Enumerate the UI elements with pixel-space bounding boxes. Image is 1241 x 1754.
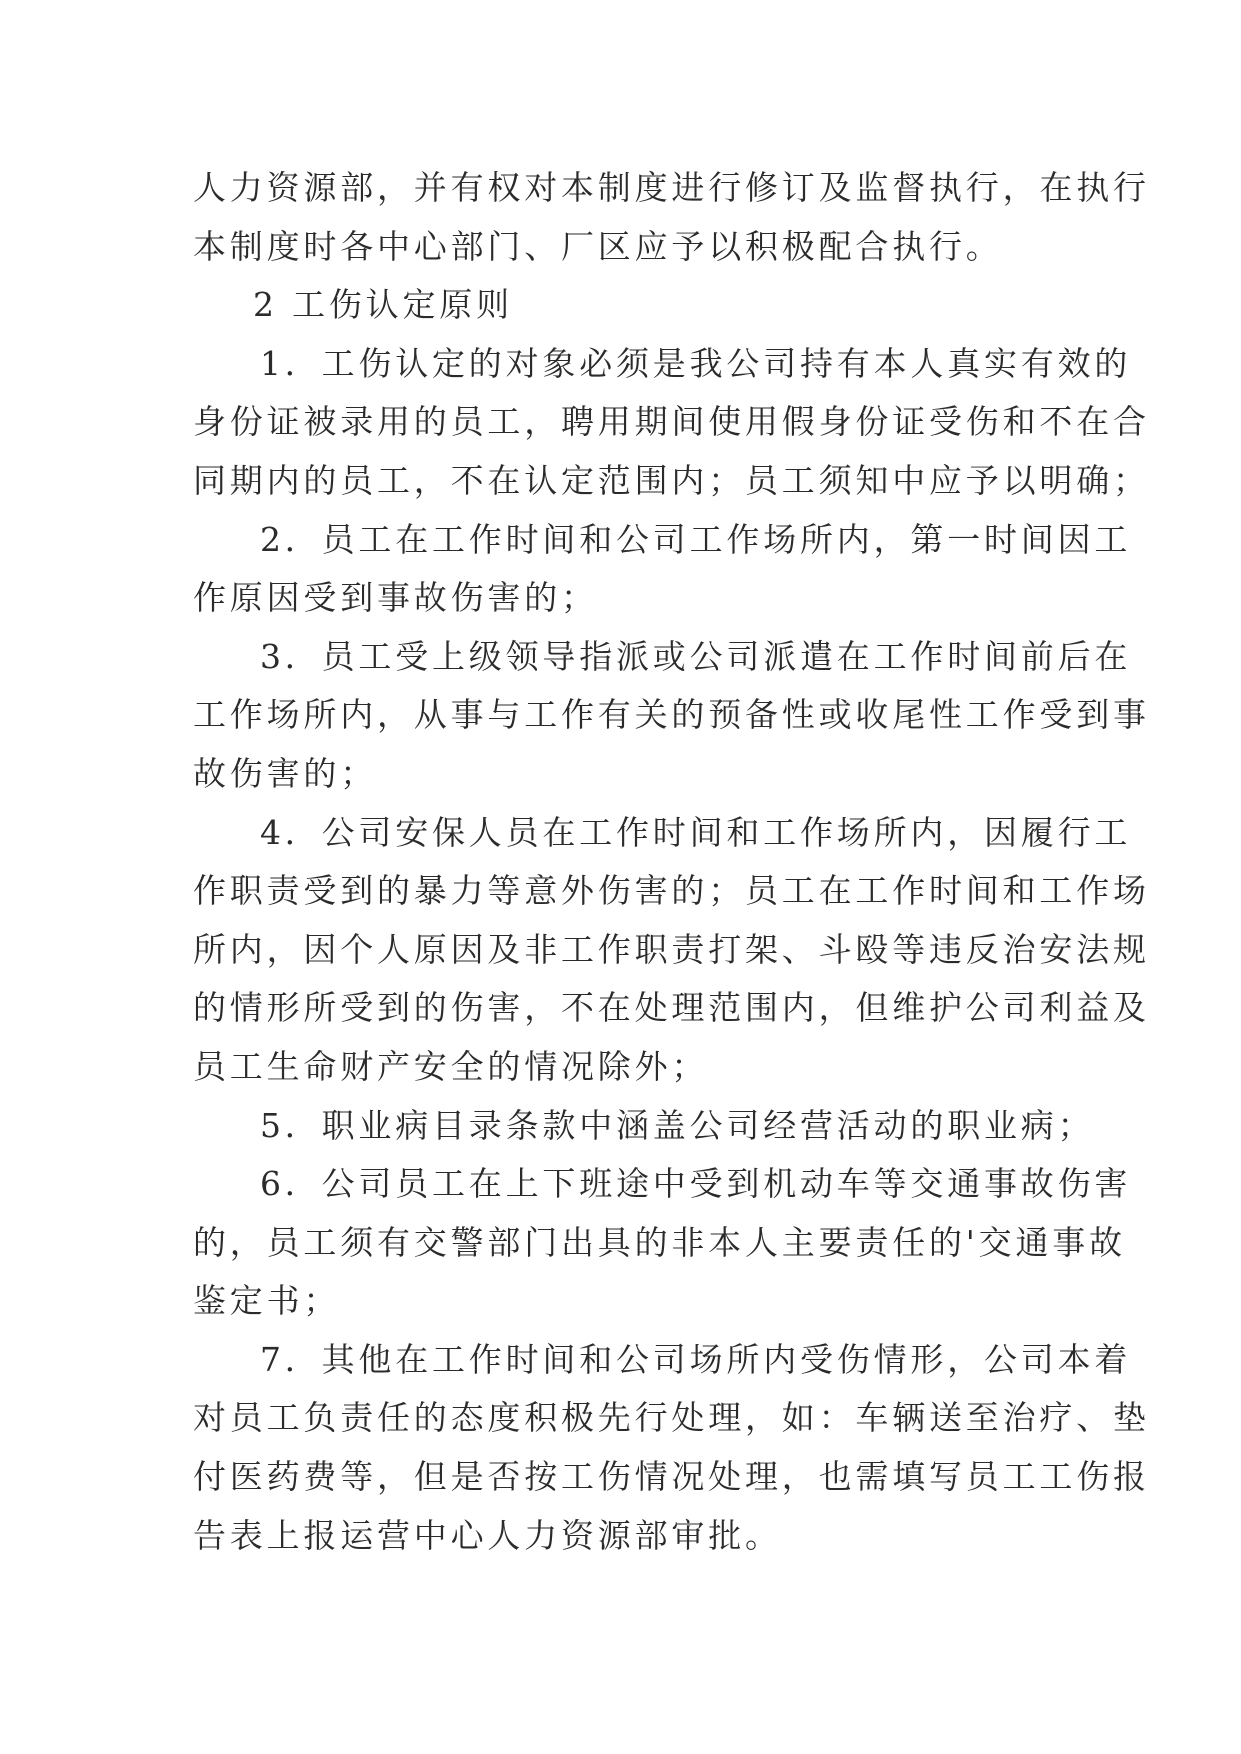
section-heading-text: 2 工伤认定原则 <box>253 285 513 325</box>
paragraph-line: 4．公司安保人员在工作时间和工作场所内，因履行工 <box>260 812 1132 852</box>
paragraph-line: 所内，因个人原因及非工作职责打架、斗殴等违反治安法规 <box>193 929 1150 969</box>
paragraph-intro <box>193 159 1150 276</box>
paragraph-line: 3．员工受上级领导指派或公司派遣在工作时间前后在 <box>260 636 1132 676</box>
paragraph-line: 付医药费等，但是否按工伤情况处理，也需填写员工工伤报 <box>193 1457 1150 1497</box>
paragraph-line: 2．员工在工作时间和公司工作场所内，第一时间因工 <box>260 519 1132 559</box>
paragraph-line: 工作场所内，从事与工作有关的预备性或收尾性工作受到事 <box>193 695 1150 735</box>
list-item-2 <box>193 511 1132 628</box>
paragraph-line: 身份证被录用的员工，聘用期间使用假身份证受伤和不在合 <box>193 402 1150 442</box>
paragraph-line: 作职责受到的暴力等意外伤害的；员工在工作时间和工作场 <box>193 871 1150 911</box>
paragraph-line: 对员工负责任的态度积极先行处理，如：车辆送至治疗、垫 <box>193 1398 1150 1438</box>
paragraph-line: 1．工伤认定的对象必须是我公司持有本人真实有效的 <box>260 343 1132 383</box>
paragraph-line: 的，员工须有交警部门出具的非本人主要责任的'交通事故 <box>193 1222 1126 1262</box>
paragraph-line: 同期内的员工，不在认定范围内；员工须知中应予以明确； <box>193 460 1150 500</box>
paragraph-line: 本制度时各中心部门、厂区应予以积极配合执行。 <box>193 226 1003 266</box>
paragraph-line: 7．其他在工作时间和公司场所内受伤情形，公司本着 <box>260 1339 1132 1379</box>
paragraph-line: 人力资源部，并有权对本制度进行修订及监督执行，在执行 <box>193 168 1150 207</box>
paragraph-line: 故伤害的； <box>193 753 377 793</box>
paragraph-line: 6．公司员工在上下班途中受到机动车等交通事故伤害 <box>260 1164 1132 1204</box>
document-body <box>193 159 1150 1565</box>
paragraph-line: 员工生命财产安全的情况除外； <box>193 1046 709 1086</box>
list-item-4 <box>193 804 1150 1097</box>
paragraph-line: 5．职业病目录条款中涵盖公司经营活动的职业病； <box>260 1105 1095 1145</box>
list-item-1 <box>193 335 1150 511</box>
section-heading <box>193 276 1073 335</box>
list-item-7 <box>193 1331 1150 1565</box>
list-item-5 <box>193 1097 1095 1156</box>
paragraph-line: 的情形所受到的伤害，不在处理范围内，但维护公司利益及 <box>193 988 1150 1028</box>
paragraph-line: 作原因受到事故伤害的； <box>193 578 598 618</box>
list-item-3 <box>193 628 1150 804</box>
paragraph-line: 告表上报运营中心人力资源部审批。 <box>193 1515 782 1555</box>
list-item-6 <box>193 1155 1132 1331</box>
paragraph-line: 鉴定书； <box>193 1281 341 1321</box>
